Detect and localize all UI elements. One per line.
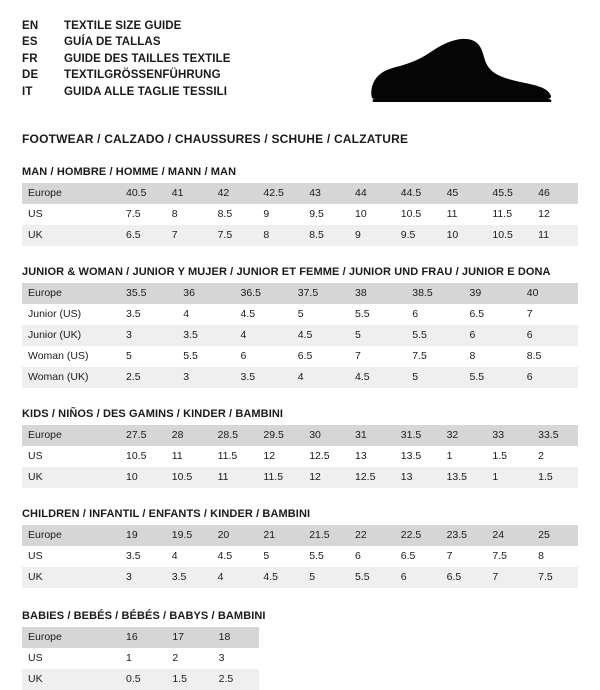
size-cell: 8 xyxy=(464,346,521,367)
size-cell: 18 xyxy=(213,627,259,648)
size-cell: 10 xyxy=(349,204,395,225)
size-cell: 5.5 xyxy=(349,304,406,325)
size-cell: 6 xyxy=(521,367,578,388)
table-row xyxy=(22,204,578,225)
size-cell: 6 xyxy=(406,304,463,325)
size-cell: 4 xyxy=(292,367,349,388)
size-cell: 9.5 xyxy=(395,225,441,246)
size-cell: 6 xyxy=(395,567,441,588)
size-cell: 44.5 xyxy=(395,183,441,204)
section-kids xyxy=(22,408,578,488)
size-cell: 25 xyxy=(532,525,578,546)
size-cell: 41 xyxy=(166,183,212,204)
size-cell: 3.5 xyxy=(177,325,234,346)
size-cell: 7 xyxy=(441,546,487,567)
table-row xyxy=(22,225,578,246)
table-row xyxy=(22,304,578,325)
size-cell: 3 xyxy=(120,325,177,346)
size-cell: 29.5 xyxy=(257,425,303,446)
row-label: Woman (US) xyxy=(22,346,120,367)
language-title: GUIDA ALLE TAGLIE TESSILI xyxy=(64,85,228,98)
size-cell: 7 xyxy=(521,304,578,325)
size-cell: 1 xyxy=(441,446,487,467)
table-row xyxy=(22,627,259,648)
size-cell: 32 xyxy=(441,425,487,446)
row-label: UK xyxy=(22,467,120,488)
size-table-man xyxy=(22,183,578,246)
size-cell: 6 xyxy=(464,325,521,346)
size-cell: 7.5 xyxy=(212,225,258,246)
size-cell: 6.5 xyxy=(120,225,166,246)
size-cell: 28.5 xyxy=(212,425,258,446)
language-title-body xyxy=(22,18,231,100)
size-cell: 7.5 xyxy=(532,567,578,588)
size-cell: 4.5 xyxy=(257,567,303,588)
document-header xyxy=(22,18,578,118)
size-cell: 5 xyxy=(257,546,303,567)
size-cell: 7 xyxy=(349,346,406,367)
size-cell: 6 xyxy=(235,346,292,367)
size-cell: 36.5 xyxy=(235,283,292,304)
size-cell: 9 xyxy=(349,225,395,246)
table-row xyxy=(22,567,578,588)
size-cell: 11 xyxy=(441,204,487,225)
size-cell: 38 xyxy=(349,283,406,304)
table-row xyxy=(22,525,578,546)
table-row xyxy=(22,183,578,204)
size-cell: 4.5 xyxy=(235,304,292,325)
table-row xyxy=(22,325,578,346)
size-cell: 5 xyxy=(303,567,349,588)
language-title: TEXTILGRÖSSENFÜHRUNG xyxy=(64,69,221,82)
size-cell: 6 xyxy=(349,546,395,567)
language-code: DE xyxy=(22,69,39,82)
size-cell: 10.5 xyxy=(486,225,532,246)
size-cell: 12.5 xyxy=(303,446,349,467)
size-cell: 6 xyxy=(521,325,578,346)
size-cell: 8.5 xyxy=(212,204,258,225)
language-title: TEXTILE SIZE GUIDE xyxy=(64,20,182,32)
size-cell: 8 xyxy=(532,546,578,567)
size-cell: 2.5 xyxy=(213,669,259,690)
size-cell: 12 xyxy=(257,446,303,467)
table-row xyxy=(22,283,578,304)
size-cell: 12.5 xyxy=(349,467,395,488)
section-title: KIDS / NIÑOS / DES GAMINS / KINDER / BAMBINI xyxy=(22,408,284,420)
table-row xyxy=(22,425,578,446)
size-cell: 8 xyxy=(257,225,303,246)
size-cell: 12 xyxy=(532,204,578,225)
size-cell: 36 xyxy=(177,283,234,304)
language-title-table xyxy=(22,18,231,100)
size-cell: 4 xyxy=(235,325,292,346)
size-cell: 28 xyxy=(166,425,212,446)
size-cell: 11 xyxy=(166,446,212,467)
size-cell: 12 xyxy=(303,467,349,488)
size-cell: 31.5 xyxy=(395,425,441,446)
size-cell: 5 xyxy=(349,325,406,346)
size-cell: 21.5 xyxy=(303,525,349,546)
row-label: Europe xyxy=(22,283,120,304)
size-cell: 3.5 xyxy=(120,304,177,325)
size-cell: 5.5 xyxy=(303,546,349,567)
size-cell: 3 xyxy=(120,567,166,588)
table-row xyxy=(22,669,259,690)
size-table-children xyxy=(22,525,578,588)
size-cell: 21 xyxy=(257,525,303,546)
row-label: Junior (US) xyxy=(22,304,120,325)
size-cell: 33 xyxy=(486,425,532,446)
size-cell: 2.5 xyxy=(120,367,177,388)
size-cell: 33.5 xyxy=(532,425,578,446)
size-cell: 23.5 xyxy=(441,525,487,546)
section-man xyxy=(22,166,578,246)
size-cell: 4 xyxy=(177,304,234,325)
size-cell: 13 xyxy=(349,446,395,467)
size-cell: 3.5 xyxy=(120,546,166,567)
size-cell: 7.5 xyxy=(486,546,532,567)
size-cell: 46 xyxy=(532,183,578,204)
section-babies xyxy=(22,610,578,690)
table-row xyxy=(22,648,259,669)
size-cell: 4 xyxy=(212,567,258,588)
row-label: Europe xyxy=(22,627,120,648)
size-cell: 37.5 xyxy=(292,283,349,304)
size-cell: 3 xyxy=(213,648,259,669)
size-cell: 45 xyxy=(441,183,487,204)
category-line: FOOTWEAR / CALZADO / CHAUSSURES / SCHUHE / CALZATURE xyxy=(22,132,409,146)
size-cell: 39 xyxy=(464,283,521,304)
size-cell: 10.5 xyxy=(120,446,166,467)
language-title: GUÍA DE TALLAS xyxy=(64,36,161,49)
size-cell: 1.5 xyxy=(532,467,578,488)
size-table-babies xyxy=(22,627,259,690)
row-label: Europe xyxy=(22,183,120,204)
size-cell: 40 xyxy=(521,283,578,304)
table-row xyxy=(22,367,578,388)
size-cell: 5.5 xyxy=(349,567,395,588)
size-cell: 5 xyxy=(406,367,463,388)
size-cell: 9.5 xyxy=(303,204,349,225)
row-label: Woman (UK) xyxy=(22,367,120,388)
size-cell: 3 xyxy=(177,367,234,388)
size-cell: 19 xyxy=(120,525,166,546)
size-cell: 27.5 xyxy=(120,425,166,446)
language-code: ES xyxy=(22,36,38,49)
size-cell: 11.5 xyxy=(257,467,303,488)
size-cell: 42.5 xyxy=(257,183,303,204)
size-cell: 7.5 xyxy=(406,346,463,367)
row-label: UK xyxy=(22,225,120,246)
size-cell: 11 xyxy=(212,467,258,488)
row-label: Europe xyxy=(22,525,120,546)
size-cell: 1.5 xyxy=(166,669,212,690)
size-cell: 24 xyxy=(486,525,532,546)
size-cell: 10 xyxy=(120,467,166,488)
language-row xyxy=(22,84,231,100)
size-cell: 13.5 xyxy=(395,446,441,467)
size-table-junior-woman xyxy=(22,283,578,388)
size-cell: 7 xyxy=(166,225,212,246)
size-table-kids xyxy=(22,425,578,488)
section-title: BABIES / BEBÉS / BÉBÉS / BABYS / BAMBINI xyxy=(22,610,266,622)
table-row xyxy=(22,546,578,567)
size-cell: 5 xyxy=(120,346,177,367)
row-label: UK xyxy=(22,567,120,588)
size-cell: 8.5 xyxy=(521,346,578,367)
size-cell: 17 xyxy=(166,627,212,648)
size-cell: 22 xyxy=(349,525,395,546)
size-cell: 0.5 xyxy=(120,669,166,690)
size-cell: 42 xyxy=(212,183,258,204)
section-junior-woman xyxy=(22,266,578,388)
size-cell: 30 xyxy=(303,425,349,446)
language-code: IT xyxy=(22,85,33,98)
size-cell: 4 xyxy=(166,546,212,567)
size-cell: 5.5 xyxy=(464,367,521,388)
language-code: FR xyxy=(22,52,38,65)
size-cell: 1.5 xyxy=(486,446,532,467)
language-row xyxy=(22,51,231,67)
size-cell: 38.5 xyxy=(406,283,463,304)
table-row xyxy=(22,346,578,367)
size-cell: 2 xyxy=(166,648,212,669)
row-label: US xyxy=(22,546,120,567)
size-cell: 5.5 xyxy=(406,325,463,346)
size-cell: 22.5 xyxy=(395,525,441,546)
size-cell: 5.5 xyxy=(177,346,234,367)
size-cell: 1 xyxy=(120,648,166,669)
section-children xyxy=(22,508,578,588)
size-cell: 9 xyxy=(257,204,303,225)
row-label: US xyxy=(22,648,120,669)
size-cell: 1 xyxy=(486,467,532,488)
size-cell: 6.5 xyxy=(395,546,441,567)
row-label: Europe xyxy=(22,425,120,446)
size-cell: 3.5 xyxy=(166,567,212,588)
table-row xyxy=(22,446,578,467)
size-cell: 10 xyxy=(441,225,487,246)
size-cell: 6.5 xyxy=(464,304,521,325)
size-cell: 11.5 xyxy=(486,204,532,225)
language-row xyxy=(22,67,231,83)
size-cell: 4.5 xyxy=(292,325,349,346)
size-cell: 40.5 xyxy=(120,183,166,204)
size-cell: 2 xyxy=(532,446,578,467)
size-cell: 4.5 xyxy=(212,546,258,567)
row-label: UK xyxy=(22,669,120,690)
size-cell: 35.5 xyxy=(120,283,177,304)
size-cell: 10.5 xyxy=(395,204,441,225)
size-cell: 19.5 xyxy=(166,525,212,546)
size-cell: 6.5 xyxy=(441,567,487,588)
section-title: CHILDREN / INFANTIL / ENFANTS / KINDER / BAMBINI xyxy=(22,508,311,520)
section-title: MAN / HOMBRE / HOMME / MANN / MAN xyxy=(22,166,237,178)
size-cell: 11.5 xyxy=(212,446,258,467)
row-label: US xyxy=(22,204,120,225)
size-cell: 10.5 xyxy=(166,467,212,488)
size-cell: 13 xyxy=(395,467,441,488)
size-cell: 5 xyxy=(292,304,349,325)
size-cell: 4.5 xyxy=(349,367,406,388)
size-cell: 7 xyxy=(486,567,532,588)
section-title: JUNIOR & WOMAN / JUNIOR Y MUJER / JUNIOR ET FEMME / JUNIOR UND FRAU / JUNIOR E DONA xyxy=(22,266,551,278)
size-cell: 6.5 xyxy=(292,346,349,367)
size-cell: 31 xyxy=(349,425,395,446)
size-cell: 13.5 xyxy=(441,467,487,488)
size-cell: 3.5 xyxy=(235,367,292,388)
size-cell: 11 xyxy=(532,225,578,246)
size-cell: 20 xyxy=(212,525,258,546)
language-title: GUIDE DES TAILLES TEXTILE xyxy=(64,52,231,65)
row-label: Junior (UK) xyxy=(22,325,120,346)
size-cell: 8.5 xyxy=(303,225,349,246)
row-label: US xyxy=(22,446,120,467)
size-cell: 7.5 xyxy=(120,204,166,225)
table-row xyxy=(22,467,578,488)
dress-shoe-icon xyxy=(360,32,560,104)
language-code: EN xyxy=(22,20,39,32)
language-row xyxy=(22,34,231,50)
language-row xyxy=(22,18,231,34)
size-cell: 43 xyxy=(303,183,349,204)
size-cell: 16 xyxy=(120,627,166,648)
size-cell: 45.5 xyxy=(486,183,532,204)
size-cell: 44 xyxy=(349,183,395,204)
size-cell: 8 xyxy=(166,204,212,225)
